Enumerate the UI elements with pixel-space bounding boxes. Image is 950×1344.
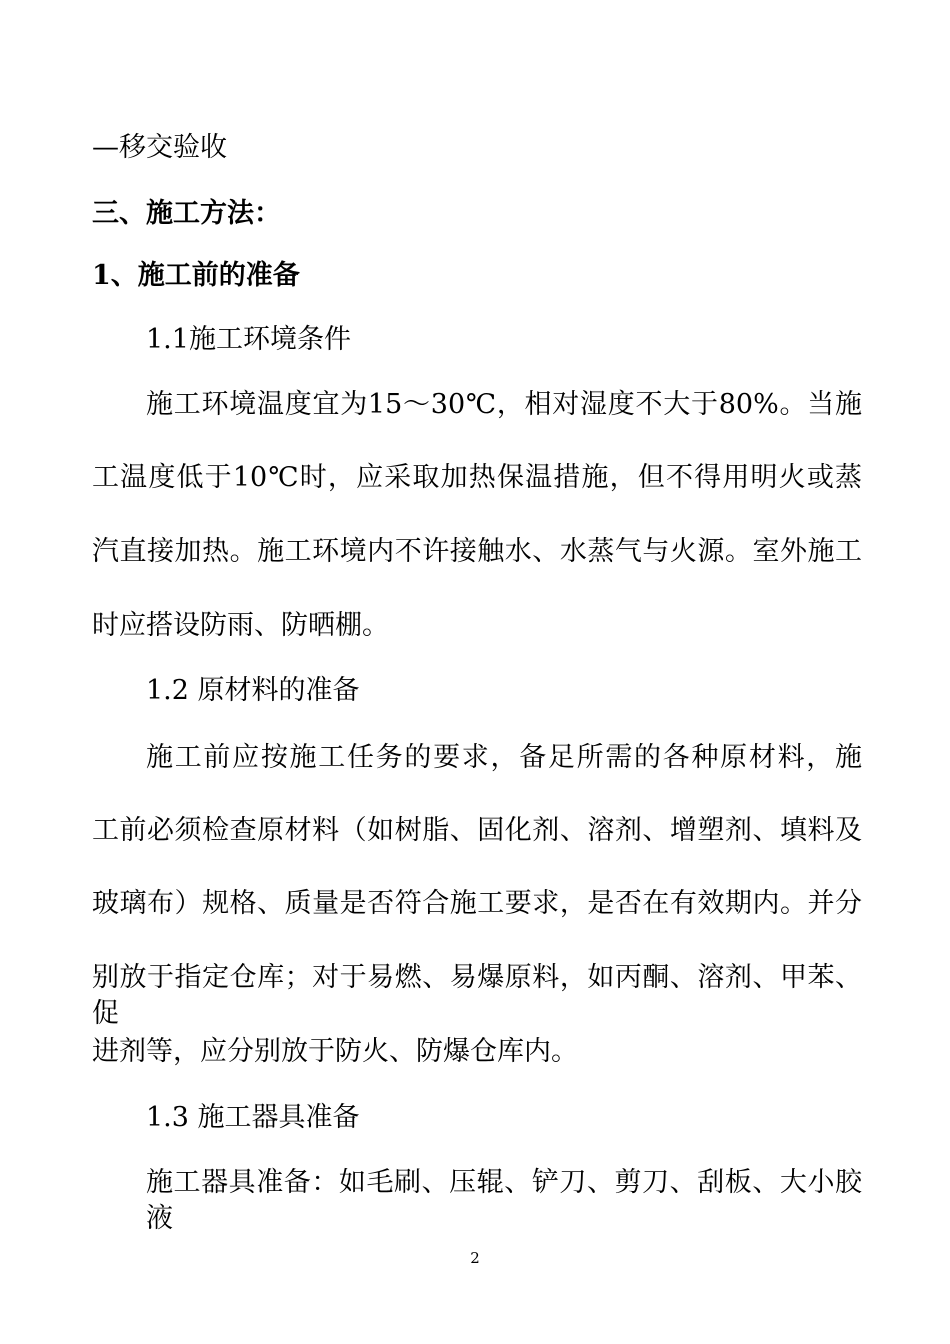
item-heading-environment: 1.1施工环境条件 xyxy=(146,324,351,355)
subsection-heading-preparation: 1、施工前的准备 xyxy=(92,260,300,291)
paragraph-line: 施工环境温度宜为15～30℃，相对湿度不大于80%。当施 xyxy=(146,389,862,420)
item-heading-tools: 1.3 施工器具准备 xyxy=(146,1102,360,1133)
paragraph-line: 时应搭设防雨、防晒棚。 xyxy=(92,610,389,641)
paragraph-line: 别放于指定仓库；对于易燃、易爆原料，如丙酮、溶剂、甲苯、促 xyxy=(92,962,862,1029)
paragraph-line: 玻璃布）规格、质量是否符合施工要求，是否在有效期内。并分 xyxy=(92,888,862,919)
section-heading-construction-method: 三、施工方法： xyxy=(92,198,281,229)
paragraph-line: 工温度低于10℃时，应采取加热保温措施，但不得用明火或蒸 xyxy=(92,462,862,493)
paragraph-line: 施工前应按施工任务的要求，备足所需的各种原材料，施 xyxy=(146,742,862,773)
text-line-handover: —移交验收 xyxy=(92,132,227,163)
item-heading-materials: 1.2 原材料的准备 xyxy=(146,675,360,706)
page-number: 2 xyxy=(470,1249,480,1267)
paragraph-line: 工前必须检查原材料（如树脂、固化剂、溶剂、增塑剂、填料及 xyxy=(92,815,862,846)
paragraph-line: 进剂等，应分别放于防火、防爆仓库内。 xyxy=(92,1036,578,1067)
paragraph-line: 施工器具准备：如毛刷、压辊、铲刀、剪刀、刮板、大小胶液 xyxy=(146,1167,862,1234)
paragraph-line: 汽直接加热。施工环境内不许接触水、水蒸气与火源。室外施工 xyxy=(92,536,862,567)
